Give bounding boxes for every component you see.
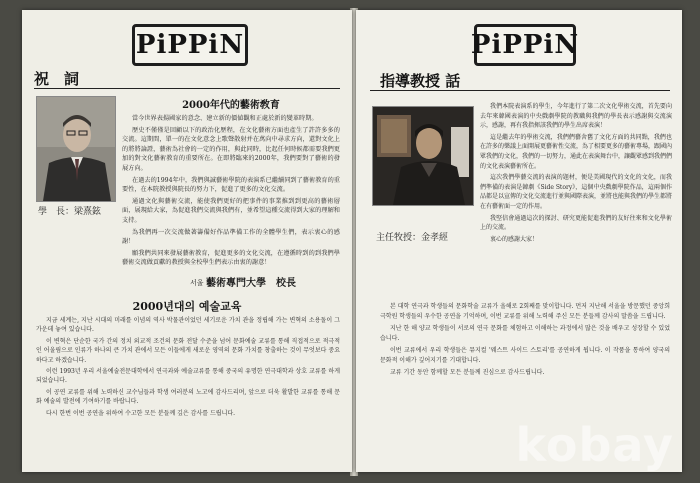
left-page (22, 10, 352, 472)
kobay-watermark: kobay (515, 418, 674, 472)
president-photo (36, 96, 116, 202)
article-paragraph: 衷心的感謝大家！ (490, 235, 539, 243)
korean-article-title: 2000년대의 예술교육 (132, 300, 242, 313)
title-rule (370, 90, 670, 91)
article-title: 2000年代的藝術敎育 (182, 100, 280, 111)
portrait-image (37, 97, 115, 201)
section-title-professor: 指導教授 話 (380, 72, 461, 90)
professor-article-body (480, 102, 672, 246)
article-paragraph: 願我們共同來發展藝術教育，促進更多的文化交流，在遵循時到的到我們學藝術交流做貢獻的教授與全校學生們表示由衷的謝意！ (122, 249, 340, 267)
article-paragraph: 我們本院表演系的學生，今年進行了第二次文化學術交流，首先要向去年來韓國表演的中央戲劇學院的教職與我們的學長表示感謝與交流演示，感謝，再有我指揮該我們的學生出席表演！ (480, 103, 672, 130)
portrait-image (373, 107, 473, 205)
professor-caption: 主任牧授：金孝經 (376, 233, 449, 243)
pippin-logo: PiPPiN (474, 24, 576, 66)
korean-paragraph: 본 대학 연극과 학생들의 문화학술 교류가 올해로 2회째를 맞이합니다. 먼저 지난해 서울을 방문했던 중앙희극학원 학생들의 우수한 공연을 기억하며, 이번 교류를 위해 노력해 주신 모든 분들께 감사의 말씀을 드립니다. (380, 303, 670, 320)
korean-paragraph: 이 공연 교류를 위해 노력하신 교수님들과 학생 여러분의 노고에 감사드리며, 앞으로 더욱 활발한 교류를 통해 문화 예술의 발전에 기여하기를 바랍니다. (36, 388, 340, 406)
article-paragraph: 這次我們學藝交流的表演的題材，便是美國現代的文化的文化，而我們準備的表演是韓劇《Side Story》，這個中央戲劇學院作品，這兩個作品都是以宣傳的文化交流進行並與國際表演，並將也能與我們的學生都將在有藝術面一定的作用。 (480, 174, 673, 210)
president-caption: 學 長：梁熹鉉 (38, 207, 102, 217)
signature-org: 藝術專門大學 校長 (206, 278, 296, 289)
korean-paragraph: 이런 1993년 우리 서울예술전문대학에서 연극과와 예술교류를 통해 중국의 유명한 연극대학과 상호 교류를 하게 되었습니다. (36, 368, 340, 385)
article-paragraph: 為我們再一次交流做著籌備好作品準備工作的全體學生們，表示衷心的感謝！ (122, 228, 340, 246)
pippin-logo: PiPPiN (132, 24, 248, 66)
section-title-congratulations: 祝 詞 (34, 70, 80, 88)
article-paragraph: 這是繼去年的學術交流，我們們藝舍舊了文化方面的共同點，我們也在許多的樂議上面開展更藝術性交流，為了相要更多的藝術專場，跟國內眾我們的文化，我們的一切努力，通此在表演舞台中，讓觀眾感到我們們的文化表演藝術所在。 (480, 133, 673, 170)
korean-paragraph: 이 변혁은 단순한 국가 간의 정치 외교적 조건의 문화 전달 수준을 넘어 문화예술 교류를 통해 직접적으로 적극적인 어울림으로 인류가 하나의 큰 가치 관에서 모든 이들에게 새로운 영역의 문화 가치를 창출하는 것이 무엇보다 중요하다고 하겠습니다. (36, 337, 340, 364)
right-page (356, 10, 682, 472)
article-paragraph: 歷史不僅僅是回顧以下的政治化歷程，在文化藝術方面也產生了許許多多的交流。這期間，單一的在文化意念上歌聲散射并在萬向中尋求方向，還對文化上的將將論證，藝術為社會的一定的作用，與此同時，比起任何時候都需要我們更加的對文化藝術教育的重要所在。在即將臨來的2000年，我們要對了藝術的發展方向。 (122, 126, 340, 172)
article-paragraph: 我堅信會通過這次的探討、研究更能促進我們的友好往來和文化學術上的交流。 (480, 214, 672, 232)
article-paragraph: 當今世界表揚國家的意念、建立新的價値觀和正處於新的變革時期。 (132, 115, 318, 122)
signature-prefix: 서울 (190, 279, 204, 287)
article-body (122, 114, 340, 270)
article-paragraph: 在過去的1994年中，我們與誠藝術學院的表演系已繼續同到了藝術教育的重要性，在本院教授與院長的努力下，促進了更多的文化交流。 (122, 176, 340, 194)
professor-photo (372, 106, 474, 206)
korean-article-body (380, 302, 670, 380)
korean-paragraph: 지금 세계는, 지난 시대의 미래를 이념의 역사 박물관이었던 세기로운 가치 관을 정립해 가는 변혁의 소용돌이 그 가운데 놓여 있습니다. (36, 317, 340, 334)
korean-paragraph: 지난 한 해 양교 학생들이 서로의 연극 문화를 체험하고 이해하는 과정에서 많은 것을 배우고 성장할 수 있었습니다. (380, 325, 670, 342)
korean-paragraph: 이번 교류에서 우리 학생들은 뮤지컬 '웨스트 사이드 스토리'를 공연하게 됩니다. 이 작품을 통하여 양국의 문화적 이해가 깊어지기를 기대합니다. (380, 347, 670, 364)
title-rule (34, 88, 340, 89)
article-paragraph: 通過文化與藝術交流，能使我們更好的把事件的事業推到到更高的藝術層面，展現給大家，為促進我們交流與我們有，並希望這種交流得到大家的理解和支持。 (122, 197, 340, 224)
korean-paragraph: 교류 기간 동안 함께할 모든 분들께 진심으로 감사드립니다. (390, 369, 545, 376)
korean-article-body (36, 316, 340, 420)
korean-paragraph: 다시 한번 이번 공연을 위하여 수고한 모든 분들께 깊은 감사를 드립니다. (46, 409, 236, 417)
